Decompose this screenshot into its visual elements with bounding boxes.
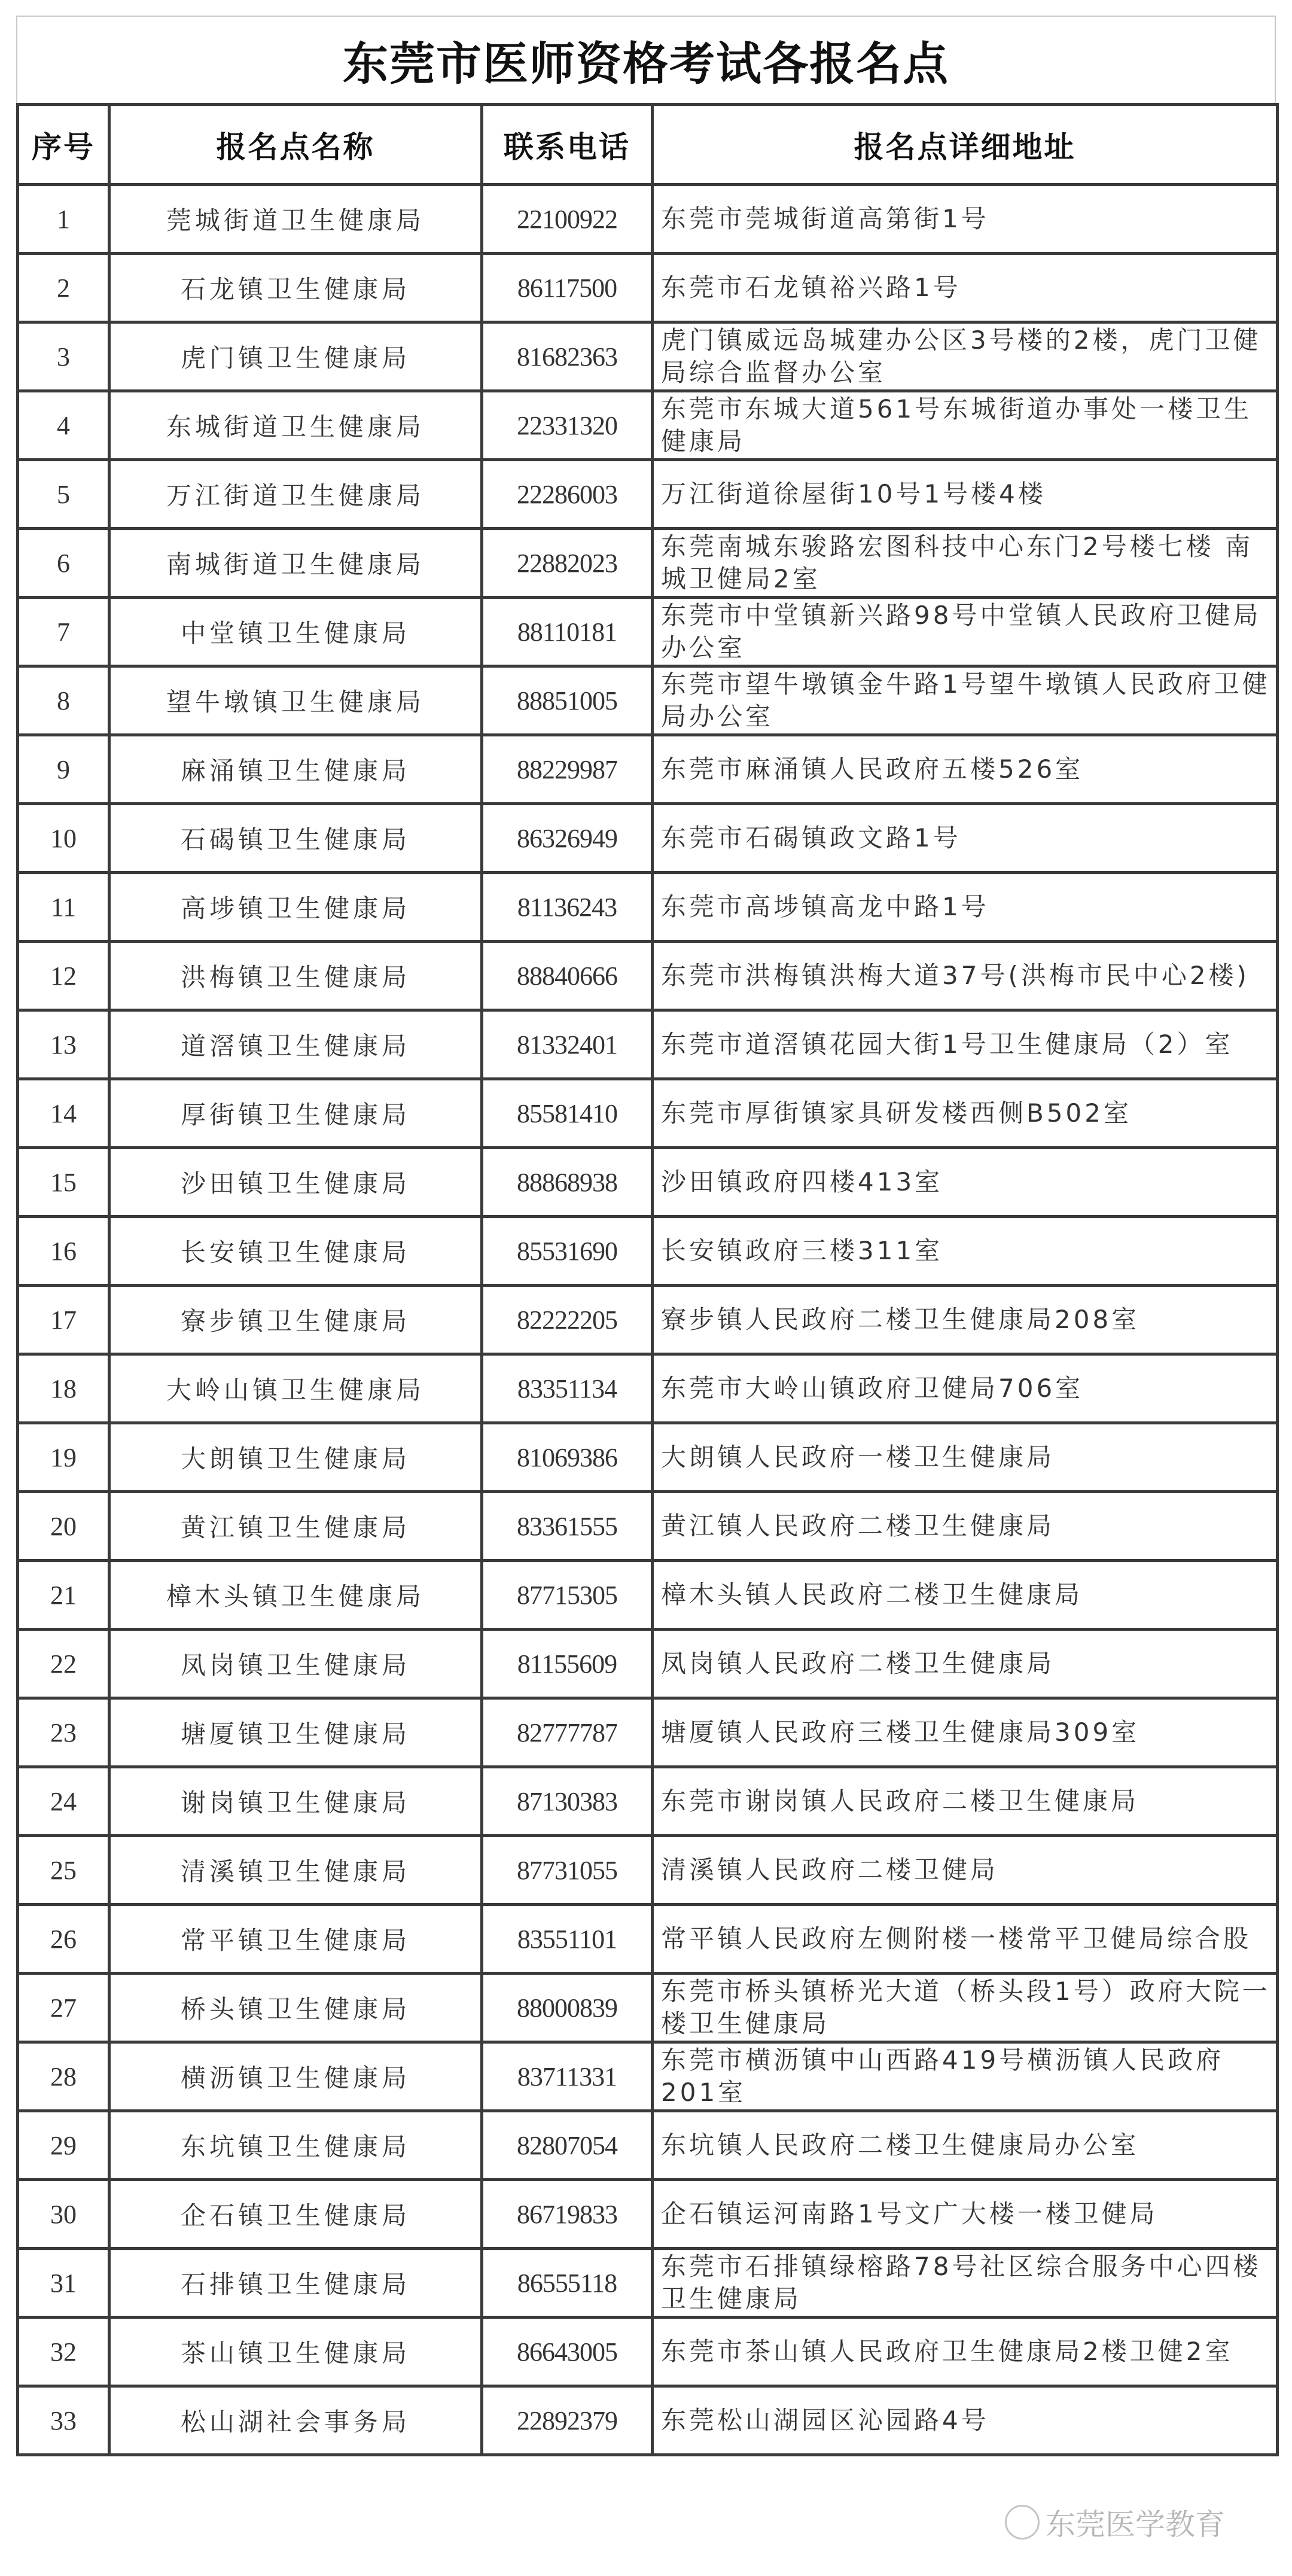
address-cell: 东坑镇人民政府二楼卫生健康局办公室 — [653, 2111, 1278, 2180]
contact-phone-cell: 88851005 — [482, 666, 653, 735]
serial-number-cell: 17 — [18, 1286, 109, 1354]
registration-point-name-cell: 茶山镇卫生健康局 — [109, 2318, 482, 2386]
registration-point-name-cell: 莞城街道卫生健康局 — [109, 185, 482, 254]
contact-phone-cell: 82807054 — [482, 2111, 653, 2180]
address-cell: 东莞市石碣镇政文路1号 — [653, 804, 1278, 873]
table-row — [18, 1010, 1278, 1079]
contact-phone-cell: 88229987 — [482, 735, 653, 804]
registration-point-name-cell: 东坑镇卫生健康局 — [109, 2111, 482, 2180]
registration-point-name-cell: 石碣镇卫生健康局 — [109, 804, 482, 873]
address-cell: 虎门镇威远岛城建办公区3号楼的2楼，虎门卫健局综合监督办公室 — [653, 322, 1278, 391]
table-row — [18, 1286, 1278, 1354]
header-serial-number: 序号 — [18, 105, 109, 185]
contact-phone-cell: 81069386 — [482, 1423, 653, 1492]
address-cell: 大朗镇人民政府一楼卫生健康局 — [653, 1423, 1278, 1492]
registration-point-name-cell: 大朗镇卫生健康局 — [109, 1423, 482, 1492]
table-row — [18, 1974, 1278, 2042]
contact-phone-cell: 22286003 — [482, 460, 653, 529]
serial-number-cell: 7 — [18, 598, 109, 666]
registration-point-name-cell: 石排镇卫生健康局 — [109, 2249, 482, 2318]
serial-number-cell: 19 — [18, 1423, 109, 1492]
address-cell: 东莞市莞城街道高第街1号 — [653, 185, 1278, 254]
registration-point-name-cell: 寮步镇卫生健康局 — [109, 1286, 482, 1354]
registration-point-name-cell: 麻涌镇卫生健康局 — [109, 735, 482, 804]
table-row — [18, 2386, 1278, 2455]
contact-phone-cell: 86643005 — [482, 2318, 653, 2386]
table-row — [18, 460, 1278, 529]
table-row — [18, 1217, 1278, 1286]
serial-number-cell: 32 — [18, 2318, 109, 2386]
contact-phone-cell: 83551101 — [482, 1905, 653, 1974]
serial-number-cell: 20 — [18, 1492, 109, 1561]
serial-number-cell: 2 — [18, 254, 109, 322]
serial-number-cell: 24 — [18, 1767, 109, 1836]
serial-number-cell: 5 — [18, 460, 109, 529]
table-row — [18, 1354, 1278, 1423]
address-cell: 樟木头镇人民政府二楼卫生健康局 — [653, 1561, 1278, 1630]
table-row — [18, 322, 1278, 391]
registration-point-name-cell: 谢岗镇卫生健康局 — [109, 1767, 482, 1836]
address-cell: 沙田镇政府四楼413室 — [653, 1148, 1278, 1217]
serial-number-cell: 29 — [18, 2111, 109, 2180]
contact-phone-cell: 88868938 — [482, 1148, 653, 1217]
title-band — [16, 16, 1276, 103]
document-title: 东莞市医师资格考试各报名点 — [343, 36, 949, 90]
address-cell: 东莞市谢岗镇人民政府二楼卫生健康局 — [653, 1767, 1278, 1836]
address-cell: 凤岗镇人民政府二楼卫生健康局 — [653, 1630, 1278, 1698]
serial-number-cell: 21 — [18, 1561, 109, 1630]
serial-number-cell: 9 — [18, 735, 109, 804]
address-cell: 常平镇人民政府左侧附楼一楼常平卫健局综合股 — [653, 1905, 1278, 1974]
serial-number-cell: 25 — [18, 1836, 109, 1905]
serial-number-cell: 23 — [18, 1698, 109, 1767]
address-cell: 东莞市麻涌镇人民政府五楼526室 — [653, 735, 1278, 804]
contact-phone-cell: 81155609 — [482, 1630, 653, 1698]
table-row — [18, 254, 1278, 322]
contact-phone-cell: 22892379 — [482, 2386, 653, 2455]
serial-number-cell: 11 — [18, 873, 109, 942]
address-cell: 寮步镇人民政府二楼卫生健康局208室 — [653, 1286, 1278, 1354]
contact-phone-cell: 88000839 — [482, 1974, 653, 2042]
table-row — [18, 2111, 1278, 2180]
serial-number-cell: 31 — [18, 2249, 109, 2318]
registration-point-name-cell: 凤岗镇卫生健康局 — [109, 1630, 482, 1698]
contact-phone-cell: 88840666 — [482, 942, 653, 1010]
serial-number-cell: 28 — [18, 2042, 109, 2111]
table-row — [18, 1698, 1278, 1767]
registration-point-name-cell: 企石镇卫生健康局 — [109, 2180, 482, 2249]
header-contact-phone: 联系电话 — [482, 105, 653, 185]
address-cell: 东莞市洪梅镇洪梅大道37号(洪梅市民中心2楼) — [653, 942, 1278, 1010]
address-cell: 东莞市石龙镇裕兴路1号 — [653, 254, 1278, 322]
registration-point-name-cell: 塘厦镇卫生健康局 — [109, 1698, 482, 1767]
table-row — [18, 942, 1278, 1010]
serial-number-cell: 22 — [18, 1630, 109, 1698]
registration-point-name-cell: 桥头镇卫生健康局 — [109, 1974, 482, 2042]
registration-point-name-cell: 樟木头镇卫生健康局 — [109, 1561, 482, 1630]
table-row — [18, 1836, 1278, 1905]
contact-phone-cell: 81332401 — [482, 1010, 653, 1079]
contact-phone-cell: 83361555 — [482, 1492, 653, 1561]
address-cell: 东莞市道滘镇花园大街1号卫生健康局（2）室 — [653, 1010, 1278, 1079]
registration-point-name-cell: 横沥镇卫生健康局 — [109, 2042, 482, 2111]
serial-number-cell: 30 — [18, 2180, 109, 2249]
table-row — [18, 666, 1278, 735]
serial-number-cell: 10 — [18, 804, 109, 873]
registration-point-name-cell: 黄江镇卫生健康局 — [109, 1492, 482, 1561]
contact-phone-cell: 85531690 — [482, 1217, 653, 1286]
serial-number-cell: 15 — [18, 1148, 109, 1217]
table-row — [18, 1905, 1278, 1974]
registration-point-name-cell: 中堂镇卫生健康局 — [109, 598, 482, 666]
table-body — [18, 185, 1278, 2455]
table-row — [18, 185, 1278, 254]
registration-point-name-cell: 清溪镇卫生健康局 — [109, 1836, 482, 1905]
serial-number-cell: 13 — [18, 1010, 109, 1079]
registration-point-name-cell: 厚街镇卫生健康局 — [109, 1079, 482, 1148]
address-cell: 塘厦镇人民政府三楼卫生健康局309室 — [653, 1698, 1278, 1767]
address-cell: 企石镇运河南路1号文广大楼一楼卫健局 — [653, 2180, 1278, 2249]
contact-phone-cell: 83351134 — [482, 1354, 653, 1423]
contact-phone-cell: 86117500 — [482, 254, 653, 322]
contact-phone-cell: 22100922 — [482, 185, 653, 254]
address-cell: 清溪镇人民政府二楼卫健局 — [653, 1836, 1278, 1905]
serial-number-cell: 8 — [18, 666, 109, 735]
registration-point-name-cell: 高埗镇卫生健康局 — [109, 873, 482, 942]
address-cell: 东莞市东城大道561号东城街道办事处一楼卫生健康局 — [653, 391, 1278, 460]
serial-number-cell: 14 — [18, 1079, 109, 1148]
document-sheet — [16, 16, 1276, 2456]
watermark — [1005, 2501, 1225, 2544]
serial-number-cell: 27 — [18, 1974, 109, 2042]
header-detailed-address: 报名点详细地址 — [653, 105, 1278, 185]
address-cell: 东莞市望牛墩镇金牛路1号望牛墩镇人民政府卫健局办公室 — [653, 666, 1278, 735]
registration-point-name-cell: 万江街道卫生健康局 — [109, 460, 482, 529]
table-row — [18, 1492, 1278, 1561]
table-row — [18, 735, 1278, 804]
contact-phone-cell: 87130383 — [482, 1767, 653, 1836]
header-registration-point-name: 报名点名称 — [109, 105, 482, 185]
address-cell: 东莞南城东骏路宏图科技中心东门2号楼七楼 南城卫健局2室 — [653, 529, 1278, 598]
table-row — [18, 529, 1278, 598]
registration-point-name-cell: 洪梅镇卫生健康局 — [109, 942, 482, 1010]
table-row — [18, 2180, 1278, 2249]
contact-phone-cell: 82777787 — [482, 1698, 653, 1767]
contact-phone-cell: 87715305 — [482, 1561, 653, 1630]
address-cell: 东莞松山湖园区沁园路4号 — [653, 2386, 1278, 2455]
table-row — [18, 1423, 1278, 1492]
contact-phone-cell: 86719833 — [482, 2180, 653, 2249]
serial-number-cell: 33 — [18, 2386, 109, 2455]
address-cell: 东莞市石排镇绿榕路78号社区综合服务中心四楼卫生健康局 — [653, 2249, 1278, 2318]
address-cell: 东莞市横沥镇中山西路419号横沥镇人民政府201室 — [653, 2042, 1278, 2111]
address-cell: 黄江镇人民政府二楼卫生健康局 — [653, 1492, 1278, 1561]
address-cell: 东莞市厚街镇家具研发楼西侧B502室 — [653, 1079, 1278, 1148]
table-row — [18, 873, 1278, 942]
address-cell: 东莞市高埗镇高龙中路1号 — [653, 873, 1278, 942]
serial-number-cell: 4 — [18, 391, 109, 460]
contact-phone-cell: 88110181 — [482, 598, 653, 666]
contact-phone-cell: 22331320 — [482, 391, 653, 460]
contact-phone-cell: 81682363 — [482, 322, 653, 391]
registration-point-name-cell: 松山湖社会事务局 — [109, 2386, 482, 2455]
table-row — [18, 598, 1278, 666]
registration-point-name-cell: 南城街道卫生健康局 — [109, 529, 482, 598]
address-cell: 东莞市桥头镇桥光大道（桥头段1号）政府大院一楼卫生健康局 — [653, 1974, 1278, 2042]
registration-point-name-cell: 常平镇卫生健康局 — [109, 1905, 482, 1974]
contact-phone-cell: 81136243 — [482, 873, 653, 942]
registration-point-name-cell: 虎门镇卫生健康局 — [109, 322, 482, 391]
table-row — [18, 1561, 1278, 1630]
serial-number-cell: 6 — [18, 529, 109, 598]
address-cell: 东莞市茶山镇人民政府卫生健康局2楼卫健2室 — [653, 2318, 1278, 2386]
address-cell: 东莞市大岭山镇政府卫健局706室 — [653, 1354, 1278, 1423]
table-row — [18, 2318, 1278, 2386]
table-row — [18, 391, 1278, 460]
serial-number-cell: 3 — [18, 322, 109, 391]
serial-number-cell: 1 — [18, 185, 109, 254]
serial-number-cell: 12 — [18, 942, 109, 1010]
wechat-logo-icon — [1005, 2505, 1040, 2540]
address-cell: 长安镇政府三楼311室 — [653, 1217, 1278, 1286]
registration-point-name-cell: 东城街道卫生健康局 — [109, 391, 482, 460]
table-row — [18, 1630, 1278, 1698]
table-row — [18, 1148, 1278, 1217]
serial-number-cell: 18 — [18, 1354, 109, 1423]
serial-number-cell: 26 — [18, 1905, 109, 1974]
contact-phone-cell: 22882023 — [482, 529, 653, 598]
table-row — [18, 804, 1278, 873]
contact-phone-cell: 83711331 — [482, 2042, 653, 2111]
contact-phone-cell: 85581410 — [482, 1079, 653, 1148]
address-cell: 万江街道徐屋街10号1号楼4楼 — [653, 460, 1278, 529]
registration-point-name-cell: 长安镇卫生健康局 — [109, 1217, 482, 1286]
watermark-text: 东莞医学教育 — [1046, 2507, 1225, 2542]
contact-phone-cell: 82222205 — [482, 1286, 653, 1354]
registration-point-name-cell: 沙田镇卫生健康局 — [109, 1148, 482, 1217]
registration-point-name-cell: 道滘镇卫生健康局 — [109, 1010, 482, 1079]
contact-phone-cell: 86555118 — [482, 2249, 653, 2318]
registration-point-name-cell: 石龙镇卫生健康局 — [109, 254, 482, 322]
table-row — [18, 2249, 1278, 2318]
table-row — [18, 1767, 1278, 1836]
table-header-row — [18, 105, 1278, 185]
registration-point-name-cell: 大岭山镇卫生健康局 — [109, 1354, 482, 1423]
registration-point-name-cell: 望牛墩镇卫生健康局 — [109, 666, 482, 735]
serial-number-cell: 16 — [18, 1217, 109, 1286]
table-row — [18, 2042, 1278, 2111]
address-cell: 东莞市中堂镇新兴路98号中堂镇人民政府卫健局办公室 — [653, 598, 1278, 666]
table-row — [18, 1079, 1278, 1148]
contact-phone-cell: 86326949 — [482, 804, 653, 873]
registration-points-table — [16, 103, 1279, 2456]
contact-phone-cell: 87731055 — [482, 1836, 653, 1905]
